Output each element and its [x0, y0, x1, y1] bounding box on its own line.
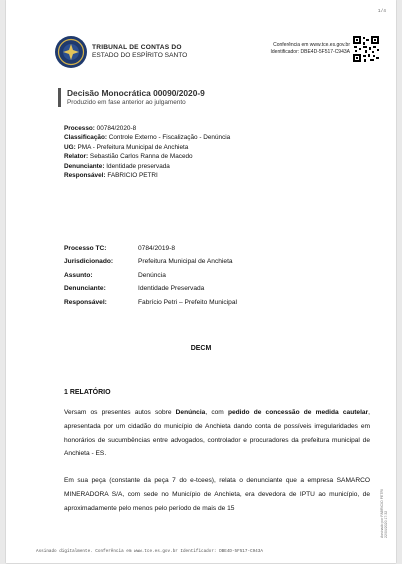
decision-title: Decisão Monocrática 00090/2020-9 — [67, 88, 205, 98]
process-row — [64, 282, 237, 295]
decm-heading: DECM — [190, 345, 212, 352]
side-signature-stamp: Assinado por FABRICIO PETRI 22/04/2020 17:32 — [380, 488, 388, 538]
meta-relator: Relator: Sebastião Carlos Ranna de Macedo — [64, 153, 193, 161]
process-value: Denúncia — [138, 271, 166, 279]
tce-seal-icon — [54, 35, 88, 69]
process-key: Assunto: — [64, 271, 93, 279]
footer-signature: Assinado digitalmente. Conferência em www.tce.es.gov.br Identificador: DBE4D-5F517-C943A — [36, 549, 263, 554]
process-row — [64, 242, 237, 255]
meta-ug: UG: PMA - Prefeitura Municipal de Anchieta — [64, 143, 189, 151]
meta-denunciante: Denunciante: Identidade preservada — [64, 162, 170, 170]
decision-heading — [58, 88, 205, 107]
page-number: 1/4 — [377, 9, 386, 14]
document-page — [6, 0, 396, 563]
process-key: Jurisdicionado: — [64, 258, 114, 266]
process-row — [64, 255, 237, 268]
paragraph-1: Versam os presentes autos sobre Denúncia, com pedido de concessão de medida cautelar, apresentada por um cidadão do município de Anchieta dando conta de possíveis irregularidades em honorários de sucumbências entre advogados, controlador e procuradores da prefeitura municipal de Anchieta - ES. — [64, 409, 370, 458]
process-value: 0784/2019-8 — [138, 245, 176, 252]
org-line-2: ESTADO DO ESPÍRITO SANTO — [92, 52, 188, 59]
process-row — [64, 269, 237, 282]
qr-code-icon — [353, 36, 379, 62]
organization-name — [92, 44, 187, 60]
section-title: 1 RELATÓRIO — [64, 389, 111, 396]
process-row — [64, 296, 237, 309]
meta-classificacao: Classificação: Controle Externo - Fiscalização - Denúncia — [64, 134, 231, 142]
conference-info — [230, 42, 350, 56]
process-metadata — [64, 124, 230, 180]
process-key: Processo TC: — [64, 245, 107, 252]
process-value: Fabrício Petri – Prefeito Municipal — [138, 298, 237, 306]
conference-url: Conferência em www.tce.es.gov.br — [273, 42, 350, 48]
org-line-1: TRIBUNAL DE CONTAS DO — [92, 44, 182, 51]
meta-processo: Processo: 00784/2020-8 — [64, 125, 137, 132]
decision-subtitle: Produzido em fase anterior ao julgamento — [67, 99, 186, 106]
process-table — [64, 242, 237, 309]
conference-identifier: Identificador: DBE4D-5F517-C943A — [270, 49, 350, 55]
process-value: Prefeitura Municipal de Anchieta — [138, 258, 233, 266]
process-key: Responsável: — [64, 298, 107, 306]
process-key: Denunciante: — [64, 285, 106, 293]
process-value: Identidade Preservada — [138, 285, 205, 293]
paragraph-2: Em sua peça (constante da peça 7 do e-tcees), relata o denunciante que a empresa SAMARCO MINERADORA S/A, com sede no Município de Anchieta, era devedora de IPTU ao município, de aproximadamente pelo menos pelo período de mais de 15 — [64, 477, 370, 512]
meta-responsavel: Responsável: FABRICIO PETRI — [64, 172, 158, 180]
